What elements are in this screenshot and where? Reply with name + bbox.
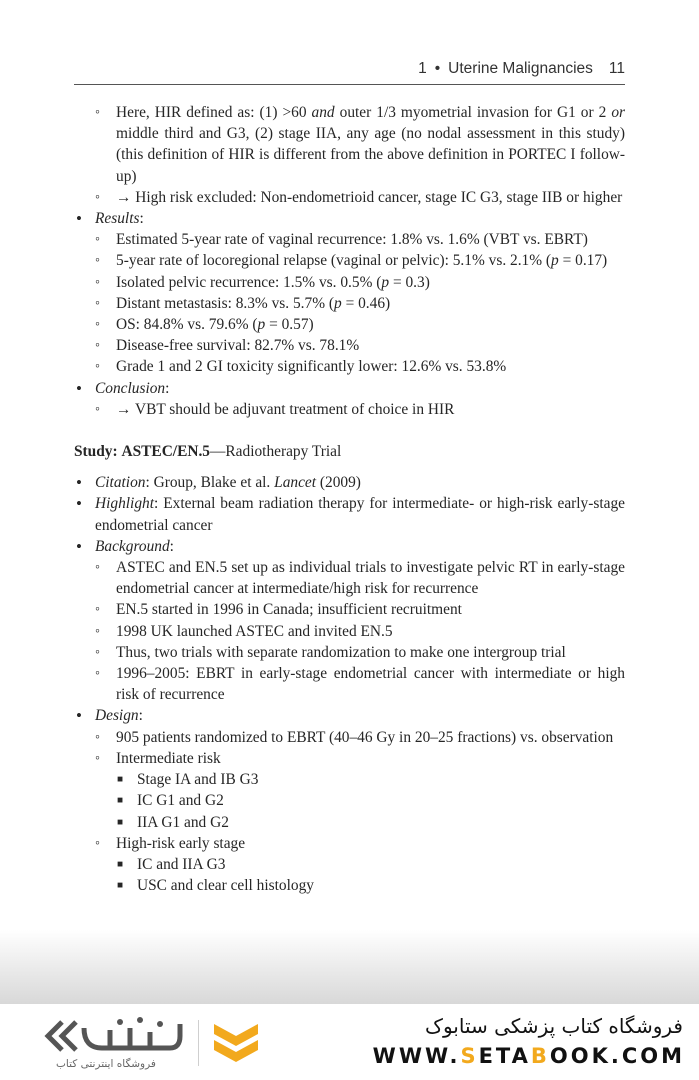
store-url[interactable] bbox=[373, 1044, 685, 1068]
list-item: ■ IC G1 and G2 bbox=[116, 790, 625, 811]
conclusion-label: Conclusion bbox=[95, 379, 166, 397]
logo-divider bbox=[198, 1020, 199, 1066]
results-label: Results bbox=[95, 210, 140, 228]
citation-year: (2009) bbox=[319, 474, 361, 492]
list-item: ■ IIA G1 and G2 bbox=[116, 812, 625, 833]
header-rule bbox=[74, 84, 625, 85]
list-item bbox=[95, 833, 625, 897]
results-section bbox=[74, 208, 625, 420]
design-item: • Design: ◦ 905 patients randomized to EBRT (40–46 Gy in 20–25 fractions) vs. observation ◦ Intermediate risk ■ Stage IA and IB G3 ■ IC G1 and G2 ■ IIA G1 and G2 ◦ High-risk early stage ■ IC and IIA G3 ■ USC and clear cell histology bbox=[74, 705, 625, 896]
list-item: ◦ 905 patients randomized to EBRT (40–46 Gy in 20–25 fractions) vs. observation bbox=[95, 727, 625, 748]
list-item: ■ Stage IA and IB G3 bbox=[116, 769, 625, 790]
conclusion-list bbox=[95, 399, 625, 420]
list-item: ◦ OS: 84.8% vs. 79.6% (p = 0.57) bbox=[95, 314, 625, 335]
continued-list bbox=[95, 102, 625, 208]
url-part-accent: S bbox=[460, 1044, 479, 1068]
list-item bbox=[95, 748, 625, 833]
study-prefix: Study: bbox=[74, 443, 118, 461]
book-chevron-icon bbox=[210, 1018, 262, 1068]
highlight-item: • Highlight: External beam radiation therapy for intermediate- or high-risk early-stage endometrial cancer bbox=[74, 493, 625, 535]
list-item: ◦ 1996–2005: EBRT in early-stage endometrial cancer with intermediate or high risk of recurrence bbox=[95, 663, 625, 705]
list-item: ◦ → High risk excluded: Non-endometrioid cancer, stage IC G3, stage IIB or higher bbox=[95, 187, 625, 208]
list-item: ◦ EN.5 started in 1996 in Canada; insufficient recruitment bbox=[95, 599, 625, 620]
chapter-title: Uterine Malignancies bbox=[448, 60, 593, 77]
design-list bbox=[95, 727, 625, 897]
list-item: ◦ 1998 UK launched ASTEC and invited EN.5 bbox=[95, 621, 625, 642]
running-header bbox=[74, 60, 625, 78]
bottom-fade bbox=[0, 930, 699, 1004]
list-item: ◦ Estimated 5-year rate of vaginal recurrence: 1.8% vs. 1.6% (VBT vs. EBRT) bbox=[95, 229, 625, 250]
page-content bbox=[74, 102, 625, 896]
chapter-number: 1 bbox=[418, 60, 427, 77]
intermediate-risk-list bbox=[116, 769, 625, 833]
study-heading bbox=[74, 441, 625, 462]
conclusion-item: • Conclusion: ◦ → VBT should be adjuvant treatment of choice in HIR bbox=[74, 378, 625, 420]
header-separator: • bbox=[434, 60, 441, 77]
store-banner bbox=[0, 1004, 699, 1080]
list-item: ◦ 5-year rate of locoregional relapse (vaginal or pelvic): 5.1% vs. 2.1% (p = 0.17) bbox=[95, 250, 625, 271]
study-suffix: —Radiotherapy Trial bbox=[210, 443, 342, 461]
results-list bbox=[95, 229, 625, 377]
study-name: ASTEC/EN.5 bbox=[121, 443, 211, 461]
url-part: ETA bbox=[478, 1044, 531, 1068]
list-item: ■ IC and IIA G3 bbox=[116, 854, 625, 875]
results-item: • Results: ◦ Estimated 5-year rate of vaginal recurrence: 1.8% vs. 1.6% (VBT vs. EBRT) ◦ 5-year rate of locoregional relapse (vaginal or pelvic): 5.1% vs. 2.1% (p = 0.17) ◦ Isolated pelvic recurrence: 1.5% vs. 0.5% (p = 0.3) ◦ Distant metastasis: 8.3% vs. 5.7% (p = 0.46) ◦ OS: 84.8% vs. 79.6% (p = 0.57) ◦ Disease-free survival: 82.7% vs. 78.1% ◦ Grade 1 and 2 GI toxicity significantly lower: 12.6% vs. 53.8% bbox=[74, 208, 625, 378]
design-label: Design bbox=[95, 707, 139, 725]
highlight-text: External beam radiation therapy for intermediate- or high-risk early-stage endometrial cancer bbox=[95, 495, 626, 534]
url-part: WWW. bbox=[372, 1044, 461, 1068]
list-item: ◦ Thus, two trials with separate randomization to make one intergroup trial bbox=[95, 642, 625, 663]
citation-label: Citation bbox=[95, 474, 146, 492]
study-details bbox=[74, 472, 625, 896]
intermediate-risk-label: Intermediate risk bbox=[116, 749, 221, 767]
store-name: فروشگاه کتاب پزشکی ستابوک bbox=[425, 1014, 683, 1038]
list-item: ◦ Distant metastasis: 8.3% vs. 5.7% (p = 0.46) bbox=[95, 293, 625, 314]
url-part-accent: B bbox=[530, 1044, 550, 1068]
list-item: ◦ Here, HIR defined as: (1) >60 and outer 1/3 myometrial invasion for G1 or 2 or middle third and G3, (2) stage IIA, any age (no nodal assessment in this study) (this definition of HIR is different from the above definition in PORTEC I follow-up) bbox=[95, 102, 625, 187]
citation-text: Group, Blake et al. bbox=[153, 474, 271, 492]
high-risk-label: High-risk early stage bbox=[116, 834, 246, 852]
list-item: ◦ Disease-free survival: 82.7% vs. 78.1% bbox=[95, 335, 625, 356]
list-item: ◦ ASTEC and EN.5 set up as individual trials to investigate pelvic RT in early-stage endometrial cancer at intermediate/high risk for recurrence bbox=[95, 557, 625, 599]
citation-item: • Citation: Group, Blake et al. Lancet (2009) bbox=[74, 472, 625, 493]
page-number: 11 bbox=[608, 60, 625, 77]
list-item: ◦ Isolated pelvic recurrence: 1.5% vs. 0.5% (p = 0.3) bbox=[95, 272, 625, 293]
highlight-label: Highlight bbox=[95, 495, 154, 513]
logo-subtitle: فروشگاه اینترنتی کتاب bbox=[56, 1058, 156, 1070]
list-item: ◦ → VBT should be adjuvant treatment of choice in HIR bbox=[95, 399, 625, 420]
url-part: OOK.COM bbox=[549, 1044, 685, 1068]
high-risk-list bbox=[116, 854, 625, 896]
background-label: Background bbox=[95, 537, 170, 555]
background-item: • Background: ◦ ASTEC and EN.5 set up as individual trials to investigate pelvic RT in early-stage endometrial cancer at intermediate/high risk for recurrence ◦ EN.5 started in 1996 in Canada; insufficient recruitment ◦ 1998 UK launched ASTEC and invited EN.5 ◦ Thus, two trials with separate randomization to make one intergroup trial ◦ 1996–2005: EBRT in early-stage endometrial cancer with intermediate or high risk of recurrence bbox=[74, 536, 625, 706]
list-item: ■ USC and clear cell histology bbox=[116, 875, 625, 896]
citation-journal: Lancet bbox=[274, 474, 317, 492]
setabook-wordmark-icon bbox=[40, 1014, 190, 1060]
setabook-logo bbox=[28, 1014, 268, 1074]
background-list bbox=[95, 557, 625, 705]
list-item: ◦ Grade 1 and 2 GI toxicity significantly lower: 12.6% vs. 53.8% bbox=[95, 356, 625, 377]
